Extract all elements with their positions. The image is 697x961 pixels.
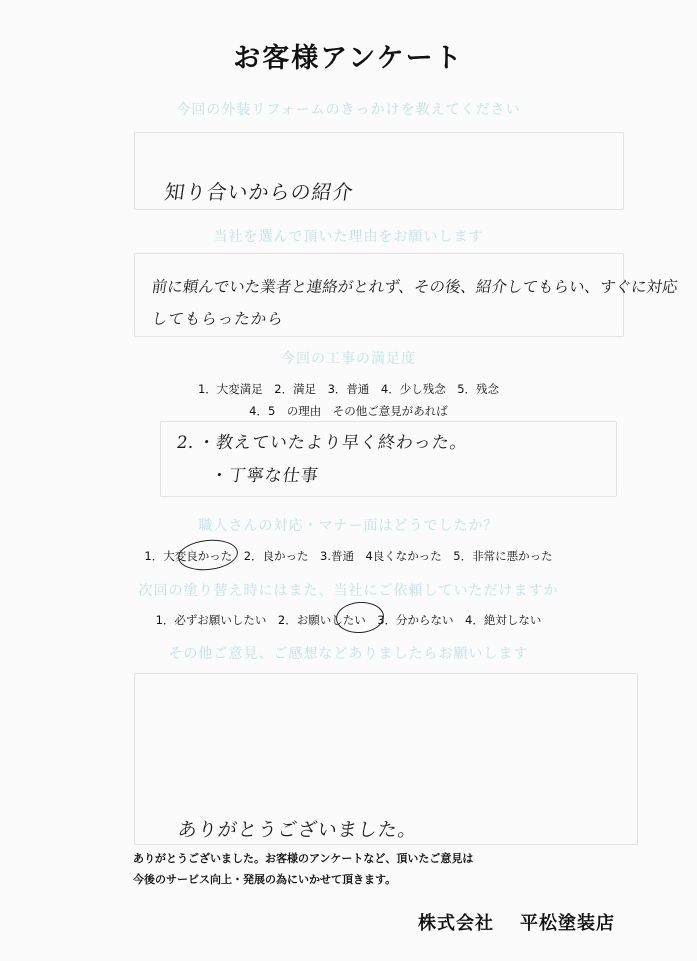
question-1: 今回の外装リフォームのきっかけを教えてください <box>176 102 521 118</box>
answer-1: 知り合いからの紹介 <box>163 180 356 204</box>
question-4: 職人さんの対応・マナー面はどうでしたか？ <box>198 518 499 534</box>
footer-note-line-2: 今後のサービス向上・発展の為にいかせて頂きます。 <box>133 873 397 886</box>
satisfaction-reason-label: 4．5 の理由 その他ご意見があれば <box>249 404 448 418</box>
question-6: その他ご意見、ご感想などありましたらお願いします <box>168 646 529 662</box>
craftsman-options: 1．大変良かった 2．良かった 3.普通 4良くなかった 5．非常に悪かった <box>144 549 553 563</box>
answer-2-line-1: 前に頼んでいた業者と連絡がとれず、その後、紹介してもらい、すぐに対応 <box>150 278 679 296</box>
answer-2-line-2: してもらったから <box>150 310 286 328</box>
selected-answer-circle-5 <box>335 600 385 634</box>
company-label: 平松塗装店 <box>520 913 615 934</box>
answer-3-line-1: 2．・教えていたより早く終わった。 <box>175 433 470 453</box>
selected-answer-circle-4 <box>177 537 240 573</box>
answer-3-line-2: ・丁寧な仕事 <box>209 466 321 486</box>
question-5: 次回の塗り替え時にはまた、当社にご依頼していただけますか <box>138 583 559 599</box>
page-title: お客様アンケート <box>233 43 464 74</box>
company-type: 株式会社 <box>418 913 494 934</box>
reorder-options: 1．必ずお願いしたい 2．お願いしたい 3．分からない 4．絶対しない <box>155 613 542 627</box>
satisfaction-options: 1．大変満足 2．満足 3．普通 4．少し残念 5．残念 <box>197 382 500 396</box>
footer-note-line-1: ありがとうございました。お客様のアンケートなど、頂いたご意見は <box>133 852 474 865</box>
question-3: 今回の工事の満足度 <box>281 351 416 367</box>
answer-6: ありがとうございました。 <box>176 819 420 841</box>
company-name <box>418 909 615 935</box>
question-2: 当社を選んで頂いた理由をお願いします <box>213 229 484 245</box>
